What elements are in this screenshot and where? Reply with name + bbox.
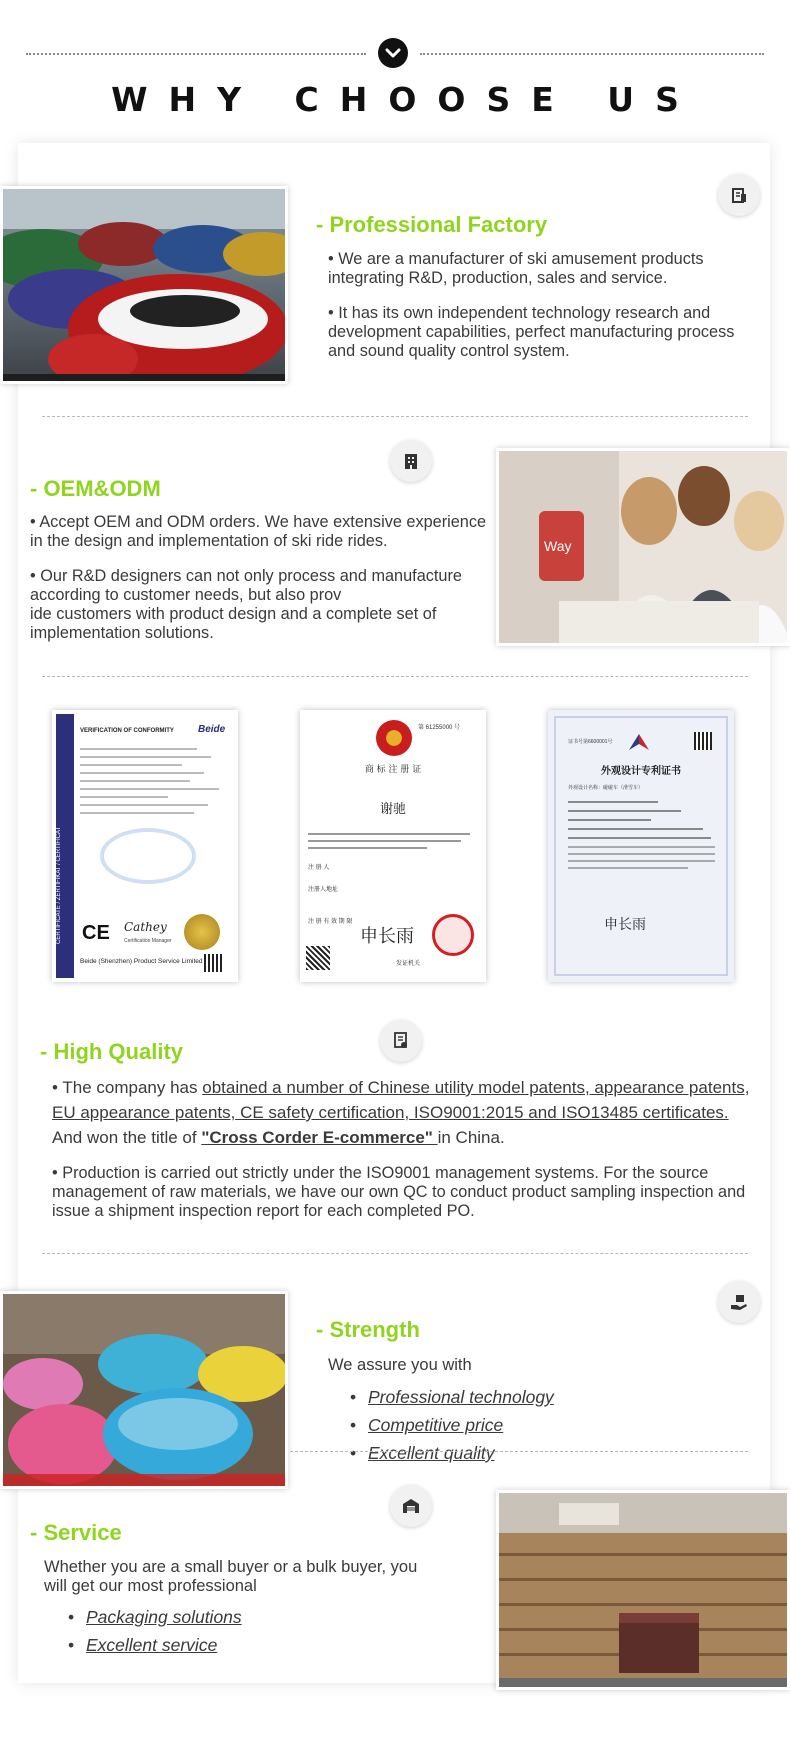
quality-heading: - High Quality xyxy=(40,1039,183,1064)
oem-paragraph-2 xyxy=(30,567,496,643)
gold-seal-icon xyxy=(184,914,220,950)
building-icon xyxy=(390,440,432,482)
ce-mark: CE xyxy=(82,922,110,944)
cert-footer: Beide (Shenzhen) Product Service Limited xyxy=(80,958,203,965)
service-heading: - Service xyxy=(30,1520,122,1545)
cert2-number: 第 61255000 号 xyxy=(418,725,461,731)
photo-sign-text: Way xyxy=(544,538,572,554)
section-divider xyxy=(42,1253,748,1254)
cert2-mark: 谢驰 xyxy=(379,802,406,817)
oem-paragraph-1: • Accept OEM and ODM orders. We have extensive experience in the design and implementation of ski ride rides. xyxy=(30,513,487,550)
cert-sign-role: Certification Manager xyxy=(124,938,172,944)
list-item: • Packaging solutions xyxy=(68,1607,242,1627)
service-item-label[interactable]: Excellent service xyxy=(86,1635,218,1655)
factory-paragraph-1: • We are a manufacturer of ski amusement products integrating R&D, production, sales and service. xyxy=(328,250,704,287)
cert-side-text: CERTIFICATE / ZERTIFIKAT / CERTIFICAT xyxy=(56,826,62,944)
oem-heading: - OEM&ODM xyxy=(30,476,161,501)
section-divider xyxy=(42,416,748,417)
qr-code-icon xyxy=(306,946,330,970)
section-divider xyxy=(42,676,748,677)
list-item: • Excellent service xyxy=(68,1635,218,1655)
emblem-icon xyxy=(376,720,412,756)
service-item-label[interactable]: Packaging solutions xyxy=(86,1607,242,1627)
qr-code-icon xyxy=(694,732,712,750)
cert3-lines xyxy=(568,794,718,874)
oem-paragraph-2-a: • Our R&D designers can not only process and manufacture according to customer needs, but also prov xyxy=(30,567,462,604)
strength-intro: We assure you with xyxy=(328,1356,472,1374)
warehouse-icon xyxy=(390,1485,432,1527)
certificate-ce xyxy=(52,710,238,982)
cert-watermark-ring xyxy=(100,828,196,884)
cert2-issuer: 发证机关 xyxy=(396,961,421,967)
header-divider-right xyxy=(420,53,764,55)
warehouse-photo xyxy=(496,1490,790,1690)
team-photo xyxy=(496,448,790,646)
qr-code-icon xyxy=(204,954,222,972)
strength-item-label[interactable]: Professional technology xyxy=(368,1387,554,1407)
patent-logo-icon xyxy=(626,732,652,752)
cert-text-lines xyxy=(80,742,226,820)
list-item: • Competitive price xyxy=(350,1415,504,1435)
quality-paragraph-2: • Production is carried out strictly under the ISO9001 management systems. For the source management of raw materials, we have our own QC to conduct product sampling inspection and issue a shipment inspection report for each completed PO. xyxy=(52,1164,746,1220)
cert2-owner: 注 册 人 xyxy=(308,865,330,871)
cert2-date: 注 册 有 效 期 限 xyxy=(308,919,353,925)
cert2-title: 商 标 注 册 证 xyxy=(364,765,422,775)
factory-paragraph-2: • It has its own independent technology research and development capabilities, perfect manufacturing process and sound quality control system. xyxy=(328,304,735,360)
factory-photo xyxy=(0,186,288,384)
certificate-patent xyxy=(548,710,734,982)
red-seal-icon xyxy=(432,914,474,956)
strength-item-label[interactable]: Excellent quality xyxy=(368,1443,495,1463)
quality-p1-pre: • The company has xyxy=(52,1078,203,1097)
cert3-signature: 申长雨 xyxy=(604,917,646,933)
quality-paragraph-1 xyxy=(52,1075,752,1150)
patents-link[interactable]: obtained a number of Chinese utility model patents, appearance patents, EU appearance patents, CE safety certification, ISO9001:2015 and ISO13485 certificates. xyxy=(52,1078,750,1122)
strength-list xyxy=(350,1387,554,1471)
cert-logo: Beide xyxy=(198,724,226,735)
factory-heading: - Professional Factory xyxy=(316,212,548,237)
cert-signature: Cathey xyxy=(124,920,167,934)
strength-heading: - Strength xyxy=(316,1317,420,1342)
header-divider-left xyxy=(26,53,366,55)
certificate-icon xyxy=(380,1020,422,1062)
page-title: WHY CHOOSE US xyxy=(111,80,700,119)
section-divider xyxy=(290,1451,748,1452)
cert2-lines xyxy=(308,828,478,854)
cert3-title: 外观设计专利证书 xyxy=(601,766,681,777)
certificate-trademark xyxy=(300,710,486,982)
cert3-field: 外观设计名称：碰碰车（滑雪车） xyxy=(568,785,644,791)
factory-icon xyxy=(718,174,760,216)
strength-item-label[interactable]: Competitive price xyxy=(368,1415,504,1435)
list-item: • Excellent quality xyxy=(350,1443,495,1463)
oem-paragraph-2-b: ide customers with product design and a complete set of implementation solutions. xyxy=(30,605,437,642)
cert-header: VERIFICATION OF CONFORMITY xyxy=(80,728,174,734)
cert3-number: 证书号第6600001号 xyxy=(568,739,613,745)
list-item: • Professional technology xyxy=(350,1387,554,1407)
packaged-cars-photo xyxy=(0,1291,288,1489)
quality-p1-post: in China. xyxy=(437,1128,505,1147)
cert2-addr: 注册人地址 xyxy=(308,887,339,893)
service-intro: Whether you are a small buyer or a bulk buyer, you will get our most professional xyxy=(44,1558,418,1595)
quality-p1-mid: And won the title of xyxy=(52,1128,202,1147)
service-list xyxy=(68,1607,242,1663)
award-link[interactable]: "Cross Corder E-commerce" xyxy=(201,1128,438,1147)
cert2-signature: 申长雨 xyxy=(360,926,414,947)
chevron-down-icon xyxy=(378,38,408,68)
hand-box-icon xyxy=(718,1281,760,1323)
